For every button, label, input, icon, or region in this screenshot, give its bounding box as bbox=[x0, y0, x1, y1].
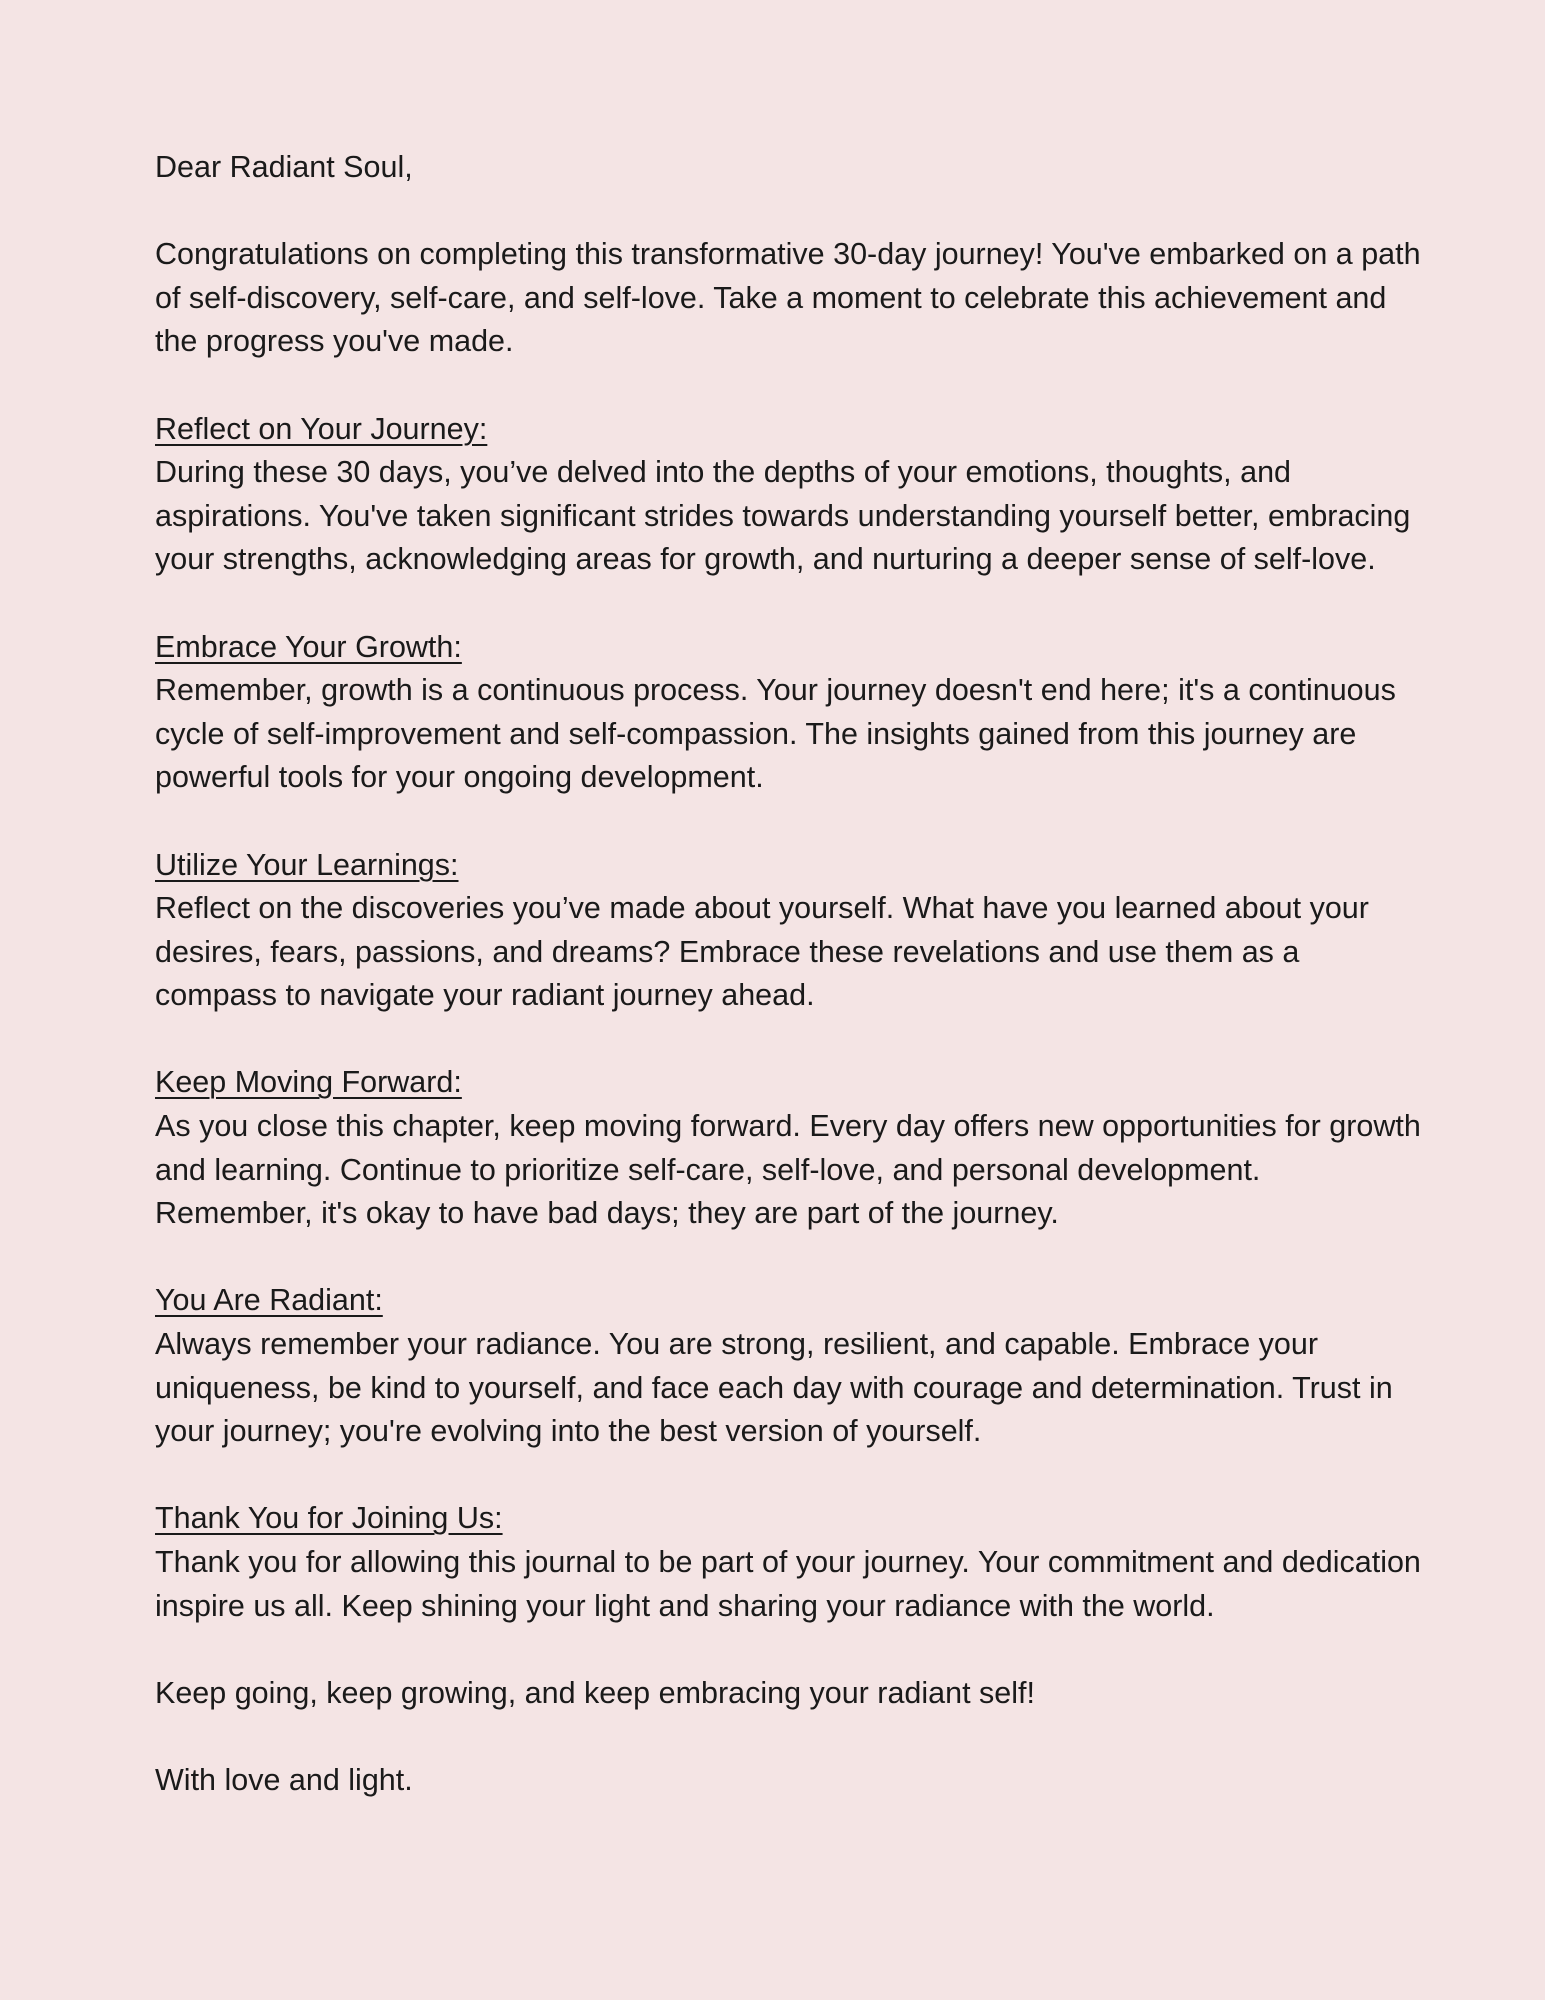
section-utilize-learnings bbox=[155, 844, 1425, 1018]
section-body: During these 30 days, you’ve delved into the depths of your emotions, thoughts, and aspirations. You've taken significant strides towards understanding yourself better, embracing your strengths, acknowledging areas for growth, and nurturing a deeper sense of self-love. bbox=[155, 455, 1411, 577]
section-thank-you bbox=[155, 1497, 1425, 1628]
section-you-are-radiant bbox=[155, 1279, 1425, 1453]
section-heading: Utilize Your Learnings: bbox=[155, 847, 459, 882]
section-body: As you close this chapter, keep moving forward. Every day offers new opportunities for growth and learning. Continue to prioritize self-care, self-love, and personal development. Remember, it's okay to have bad days; they are part of the journey. bbox=[155, 1109, 1421, 1231]
section-body: Always remember your radiance. You are strong, resilient, and capable. Embrace your uniqueness, be kind to yourself, and face each day with courage and determination. Trust in your journey; you're evolving into the best version of yourself. bbox=[155, 1327, 1393, 1449]
section-reflect bbox=[155, 408, 1425, 582]
section-body: Thank you for allowing this journal to be part of your journey. Your commitment and dedication inspire us all. Keep shining your light and sharing your radiance with the world. bbox=[155, 1545, 1421, 1623]
letter-greeting: Dear Radiant Soul, bbox=[155, 150, 413, 184]
letter-intro: Congratulations on completing this transformative 30-day journey! You've embarked on a path of self-discovery, self-care, and self-love. Take a moment to celebrate this achievement and the progress you've made. bbox=[155, 237, 1421, 359]
letter-closing: Keep going, keep growing, and keep embracing your radiant self! bbox=[155, 1675, 1035, 1710]
section-heading: Keep Moving Forward: bbox=[155, 1065, 462, 1100]
letter-signoff: With love and light. bbox=[155, 1762, 413, 1797]
letter bbox=[155, 146, 1425, 1803]
section-body: Reflect on the discoveries you’ve made about yourself. What have you learned about your desires, fears, passions, and dreams? Embrace these revelations and use them as a compass to navigate your radiant journey ahead. bbox=[155, 891, 1369, 1013]
section-keep-moving bbox=[155, 1061, 1425, 1235]
section-heading: Reflect on Your Journey: bbox=[155, 411, 488, 446]
section-heading: Embrace Your Growth: bbox=[155, 629, 462, 664]
section-embrace-growth bbox=[155, 626, 1425, 800]
section-body: Remember, growth is a continuous process. Your journey doesn't end here; it's a continuous cycle of self-improvement and self-compassion. The insights gained from this journey are powerful tools for your ongoing development. bbox=[155, 673, 1396, 795]
section-heading: You Are Radiant: bbox=[155, 1283, 383, 1318]
section-heading: Thank You for Joining Us: bbox=[155, 1501, 503, 1536]
